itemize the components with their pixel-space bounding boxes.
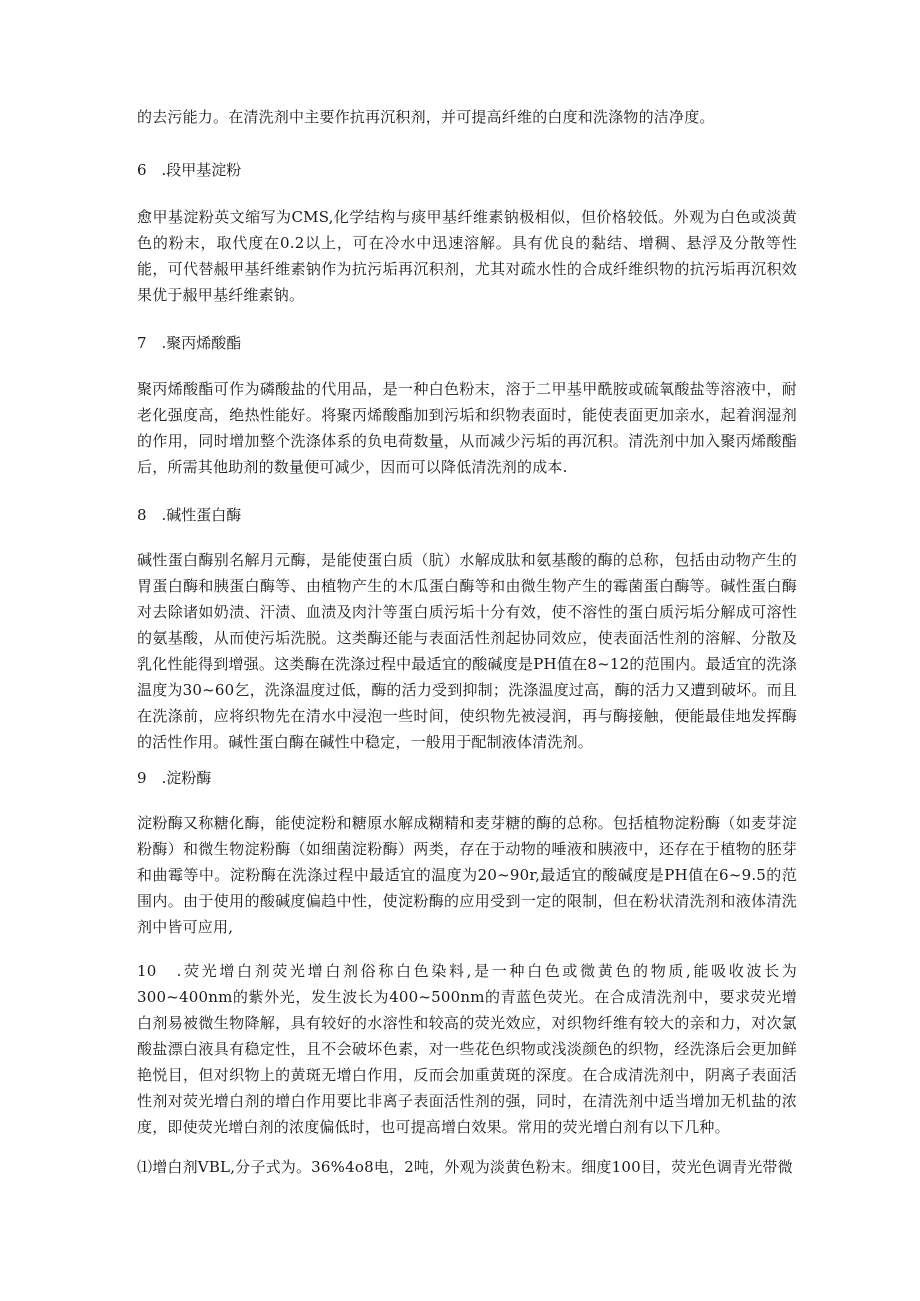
section-heading-9: 9 .淀粉酶 — [137, 769, 212, 787]
paragraph-polyacrylate: 聚丙烯酸酯可作为磷酸盐的代用品，是一种白色粉末，溶于二甲基甲酰胺或硫氧酸盐等溶液中，耐老化强度高，绝热性能好。将聚丙烯酸酯加到污垢和织物表面时，能使表面更加亲水，起着润湿剂的作用，同时增加整个洗涤体系的负电荷数量，从而减少污垢的再沉积。清洗剂中加入聚丙烯酸酯后，所需其他助剂的数量便可减少，因而可以降低清洗剂的成本. — [137, 380, 797, 476]
paragraph-vbl: ⑴增白剂VBL,分子式为。36%4o8电，2吨，外观为淡黄色粉末。细度100目，荧光色调青光带微 — [137, 1158, 793, 1176]
section-heading-7: 7 .聚丙烯酸酯 — [137, 334, 242, 352]
paragraph-intro: 的去污能力。在清洗剂中主要作抗再沉积剂，并可提高纤维的白度和洗涤物的洁净度。 — [137, 108, 715, 126]
paragraph-optical-brightener: 10 .荧光增白剂荧光增白剂俗称白色染料,是一种白色或微黄色的物质,能吸收波长为300~400nm的紫外光，发生波长为400~500nm的青蓝色荧光。在合成清洗剂中，要求荧光增白剂易被微生物降解，具有较好的水溶性和较高的荧光效应，对织物纤维有较大的亲和力，对次氯酸盐漂白液具有稳定性，且不会破坏色素，对一些花色织物或浅淡颜色的织物，经洗涤后会更加鲜艳悦目，但对织物上的黄斑无增白作用，反而会加重黄斑的深度。在合成清洗剂中，阴离子表面活性剂对荧光增白剂的增白作用要比非离子表面活性剂的强，同时，在清洗剂中适当增加无机盐的浓度，即使荧光增白剂的浓度偏低时，也可提高增白效果。常用的荧光增白剂有以下几种。 — [137, 962, 797, 1136]
paragraph-amylase: 淀粉酶又称糖化酶，能使淀粉和糖原水解成糊精和麦芽糖的酶的总称。包括植物淀粉酶（如麦芽淀粉酶）和微生物淀粉酶（如细菌淀粉酶）两类，存在于动物的唾液和胰液中，还存在于植物的胚芽和曲霉等中。淀粉酶在洗涤过程中最适宜的温度为20~90r,最适宜的酸碱度是PH值在6~9.5的范围内。由于使用的酸碱度偏趋中性，使淀粉酶的应用受到一定的限制，但在粉状清洗剂和液体清洗剂中皆可应用, — [137, 814, 797, 936]
paragraph-cms: 愈甲基淀粉英文缩写为CMS,化学结构与痰甲基纤维素钠极相似，但价格较低。外观为白色或淡黄色的粉末，取代度在0.2以上，可在冷水中迅速溶解。具有优良的黏结、增稠、悬浮及分散等性能，可代替赧甲基纤维素钠作为抗污垢再沉积剂，尤其对疏水性的合成纤维织物的抗污垢再沉积效果优于赧甲基纤维素钠。 — [137, 208, 797, 304]
section-heading-8: 8 .碱性蛋白酶 — [137, 506, 242, 524]
section-heading-6: 6 .段甲基淀粉 — [137, 161, 242, 179]
paragraph-alkaline-protease: 碱性蛋白酶别名解月元酶，是能使蛋白质（肮）水解成肽和氨基酸的酶的总称，包括由动物产生的胃蛋白酶和胰蛋白酶等、由植物产生的木瓜蛋白酶等和由微生物产生的霉菌蛋白酶等。碱性蛋白酶对去除诸如奶渍、汗渍、血渍及肉汁等蛋白质污垢十分有效，使不溶性的蛋白质污垢分解成可溶性的氨基酸，从而使污垢洗脱。这类酶还能与表面活性剂起协同效应，使表面活性剂的溶解、分散及乳化性能得到增强。这类酶在洗涤过程中最适宜的酸碱度是PH值在8~12的范围内。最适宜的洗涤温度为30~60乞，洗涤温度过低，酶的活力受到抑制；洗涤温度过高，酶的活力又遭到破坏。而且在洗涤前，应将织物先在清水中浸泡一些时间，使织物先被浸润，再与酶接触，便能最佳地发挥酶的活性作用。碱性蛋白酶在碱性中稳定，一般用于配制液体清洗剂。 — [137, 551, 797, 751]
